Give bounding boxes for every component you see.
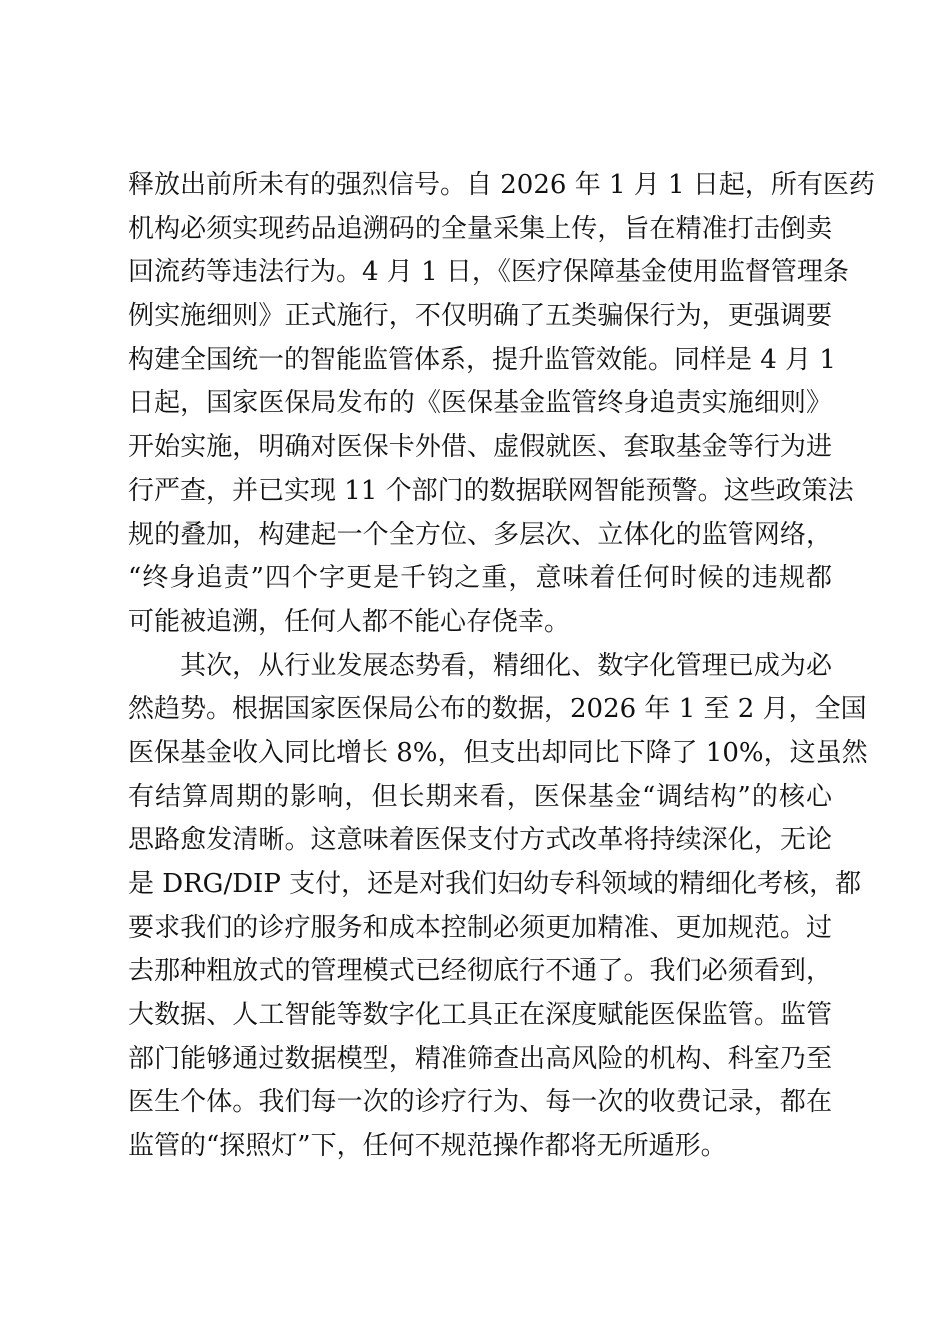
paragraph-1: [128, 164, 875, 645]
text-line: 有结算周期的影响，但长期来看，医保基金“调结构”的核心: [128, 781, 832, 812]
text-line: 开始实施，明确对医保卡外借、虚假就医、套取基金等行为进: [128, 432, 832, 463]
text-line: “终身追责”四个字更是千钧之重，意味着任何时候的违规都: [128, 563, 832, 594]
text-line: 回流药等违法行为。4 月 1 日，《医疗保障基金使用监督管理条: [128, 257, 849, 288]
text-line: 日起，国家医保局发布的《医保基金监管终身追责实施细则》: [128, 388, 832, 419]
text-line: 医保基金收入同比增长 8%，但支出却同比下降了 10%，这虽然: [128, 737, 868, 768]
text-line: 医生个体。我们每一次的诊疗行为、每一次的收费记录，都在: [128, 1087, 832, 1118]
text-line: 可能被追溯，任何人都不能心存侥幸。: [128, 606, 571, 637]
document-body: [128, 164, 875, 1169]
text-line: 例实施细则》正式施行，不仅明确了五类骗保行为，更强调要: [128, 301, 832, 332]
text-line: 然趋势。根据国家医保局公布的数据，2026 年 1 至 2 月，全国: [128, 694, 867, 725]
text-line: 去那种粗放式的管理模式已经彻底行不通了。我们必须看到，: [128, 956, 832, 987]
text-line: 部门能够通过数据模型，精准筛查出高风险的机构、科室乃至: [128, 1043, 832, 1074]
paragraph-2: [128, 645, 868, 1169]
text-line: 释放出前所未有的强烈信号。自 2026 年 1 月 1 日起，所有医药: [128, 170, 875, 200]
text-line: 监管的“探照灯”下，任何不规范操作都将无所遁形。: [128, 1131, 727, 1162]
text-line: 其次，从行业发展态势看，精细化、数字化管理已成为必: [180, 650, 832, 681]
text-line: 要求我们的诊疗服务和成本控制必须更加精准、更加规范。过: [128, 912, 832, 943]
text-line: 是 DRG/DIP 支付，还是对我们妇幼专科领域的精细化考核，都: [128, 869, 862, 899]
text-line: 规的叠加，构建起一个全方位、多层次、立体化的监管网络，: [128, 519, 832, 550]
text-line: 大数据、人工智能等数字化工具正在深度赋能医保监管。监管: [128, 1000, 832, 1031]
text-line: 构建全国统一的智能监管体系，提升监管效能。同样是 4 月 1: [128, 344, 836, 375]
text-line: 机构必须实现药品追溯码的全量采集上传，旨在精准打击倒卖: [128, 213, 832, 244]
text-line: 行严查，并已实现 11 个部门的数据联网智能预警。这些政策法: [128, 475, 854, 506]
text-line: 思路愈发清晰。这意味着医保支付方式改革将持续深化，无论: [128, 825, 832, 856]
